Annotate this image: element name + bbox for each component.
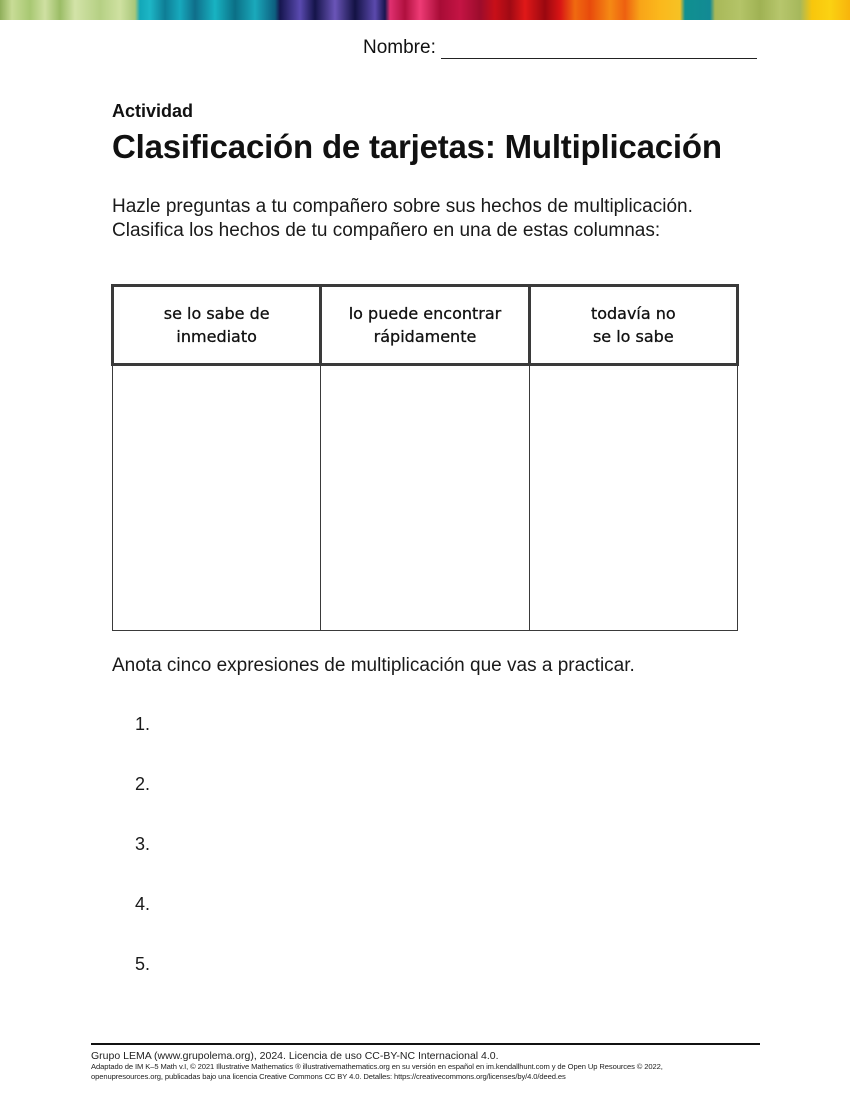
name-input-line[interactable] <box>441 36 757 59</box>
footer-attribution-line-1: Adaptado de IM K–5 Math v.I, © 2021 Illustrative Mathematics ® illustrativemathematics.org en su versión en español en im.kendallhunt.com y de Open Up Resources © 2022, <box>91 1062 663 1071</box>
practice-list <box>135 714 150 1014</box>
name-field-row <box>363 36 757 59</box>
footer-attribution-line-2: openupresources.org, publicadas bajo una licencia Creative Commons CC BY 4.0. Detalles: https://creativecommons.org/licenses/by/4.0/deed.es <box>91 1072 566 1081</box>
table-row <box>113 365 738 631</box>
name-label: Nombre: <box>363 37 436 58</box>
column-header-knows-immediately <box>113 286 321 365</box>
list-item-number: 5. <box>135 954 151 974</box>
footer <box>91 1050 771 1082</box>
card-sort-table <box>111 284 739 631</box>
list-item-number: 4. <box>135 894 151 914</box>
column-header-line: rápidamente <box>373 327 477 346</box>
list-item-number: 2. <box>135 774 151 794</box>
list-item[interactable] <box>135 834 150 894</box>
column-header-can-find-quickly <box>321 286 529 365</box>
list-item-number: 1. <box>135 714 151 734</box>
column-header-does-not-know-yet <box>529 286 737 365</box>
footer-divider <box>91 1043 760 1045</box>
practice-prompt: Anota cinco expresiones de multiplicación que vas a practicar. <box>112 655 635 676</box>
list-item[interactable] <box>135 774 150 834</box>
column-header-line: se lo sabe de <box>163 304 270 323</box>
page-title: Clasificación de tarjetas: Multiplicación <box>112 128 722 165</box>
decorative-color-band <box>0 0 850 20</box>
list-item-number: 3. <box>135 834 151 854</box>
instructions-line-1: Hazle preguntas a tu compañero sobre sus hechos de multiplicación. <box>112 196 693 217</box>
instructions-line-2: Clasifica los hechos de tu compañero en una de estas columnas: <box>112 220 661 241</box>
footer-license: Grupo LEMA (www.grupolema.org), 2024. Licencia de uso CC-BY-NC Internacional 4.0. <box>91 1050 499 1062</box>
column-header-line: lo puede encontrar <box>348 304 502 323</box>
column-header-line: inmediato <box>176 327 257 346</box>
list-item[interactable] <box>135 714 150 774</box>
activity-kicker: Actividad <box>112 101 194 121</box>
column-header-line: todavía no <box>590 304 676 323</box>
answer-cell-can-find-quickly[interactable] <box>321 365 529 631</box>
instructions <box>112 195 693 243</box>
table-header-row <box>113 286 738 365</box>
column-header-line: se lo sabe <box>592 327 674 346</box>
list-item[interactable] <box>135 894 150 954</box>
list-item[interactable] <box>135 954 150 1014</box>
answer-cell-does-not-know-yet[interactable] <box>529 365 737 631</box>
answer-cell-knows-immediately[interactable] <box>113 365 321 631</box>
